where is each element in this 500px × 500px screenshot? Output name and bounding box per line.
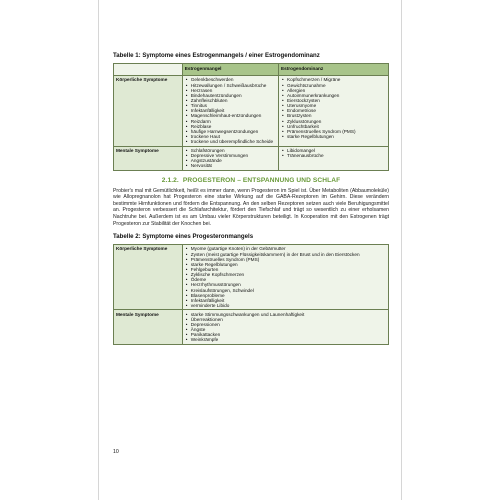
list-item: • Infektanfälligkeit	[185, 108, 276, 113]
list-item: • Gewichtszunahme	[281, 83, 386, 88]
list-item: • Zyklusstörungen	[281, 119, 386, 124]
table2	[113, 244, 389, 345]
list-item: • starke Regelblutungen	[185, 262, 386, 267]
table1-row-mental	[114, 146, 389, 170]
list-item: • Uterusmyome	[281, 103, 386, 108]
table2-row-label: Körperliche Symptome	[114, 245, 183, 310]
list-item: • starke Regelblutungen	[281, 134, 386, 139]
table2-caption: Tabelle 2: Symptome eines Progesteronmangels	[113, 233, 254, 241]
list-item: • Prämenstruelles Syndrom (PMS)	[185, 257, 386, 262]
list-item: • Tränenausbrüche	[281, 153, 386, 158]
list-item: • Bindehautentzündungen	[185, 93, 276, 98]
list-item: • Herzrhythmusstörungen	[185, 282, 386, 287]
list-item: • Eierstockzysten	[281, 98, 386, 103]
list-item: • Zysten (meist gutartige Flüssigkeitskammern) in der Brust und in den Eierstöcken	[185, 252, 386, 257]
list-item: • Magenschleimhaut-entzündungen	[185, 113, 276, 118]
table2-list	[185, 312, 386, 343]
list-item: • Depressionen	[185, 322, 386, 327]
table1-header-row	[114, 64, 389, 76]
list-item: • Blasenprobleme	[185, 293, 386, 298]
list-item: • Zyklische Kopfschmerzen	[185, 272, 386, 277]
list-item: • Angstzustände	[185, 158, 276, 163]
list-item: • Reizblase	[185, 124, 276, 129]
table1-cell	[182, 76, 278, 146]
table1-row-label: Mentale Symptome	[114, 146, 183, 170]
table2-row-mental	[114, 310, 389, 344]
table1-row-koerperlich	[114, 76, 389, 146]
section-heading	[113, 177, 389, 184]
list-item: • Fehlgeburten	[185, 267, 386, 272]
table2-row-koerperlich	[114, 245, 389, 310]
page-content	[113, 52, 389, 345]
table2-cell	[182, 310, 388, 344]
list-item: • Hitzewallungen / Schweißausbrüche	[185, 83, 276, 88]
table1-list	[281, 148, 386, 158]
table2-cell	[182, 245, 388, 310]
list-item: • Brustzysten	[281, 113, 386, 118]
list-item: • Herzrasen	[185, 88, 276, 93]
list-item: • Panikattacken	[185, 332, 386, 337]
list-item: • trockene Haut	[185, 134, 276, 139]
list-item: • Kopfschmerzen / Migräne	[281, 77, 386, 82]
list-item: • Infektanfälligkeit	[185, 298, 386, 303]
table1-list	[185, 148, 276, 169]
table1-col-header-2: Estrogendominanz	[279, 64, 389, 76]
list-item: • Ängste	[185, 327, 386, 332]
list-item: • Myome (gutartige Knoten) in der Gebärmutter	[185, 246, 386, 251]
list-item: • trockene und überempfindliche Scheide	[185, 139, 276, 144]
list-item: • häufige Harnwegsentzündungen	[185, 129, 276, 134]
body-paragraph: Probier's mal mit Gemütlichkeit, heißt es immer dann, wenn Progesteron im Spiel ist. Über Metaboliten (Abbaumoleküle) wie Allopregnanolon hat Progesteron eine starke Wirkung auf die GABA-Rezeptoren im Gehirn. Diese verändern bestimmte Hirnfunktionen und fördern die Entspannung. An den selben Rezeptoren setzen auch viele Beruhigungsmittel an. Progesteron verbessert die Schlafarchitektur, fördert den Tiefschlaf und trägt so wesentlich zu einer erholsamen Nachtruhe bei. Außerdem ist es am Umbau vieler Körperstrukturen beteiligt. In Kooperation mit den Estrogenen trägt Progesteron zur Stabilität der Knochen bei.	[113, 187, 389, 227]
list-item: • Überreaktionen	[185, 317, 386, 322]
section-title: PROGESTERON – ENTSPANNUNG UND SCHLAF	[182, 176, 341, 184]
table2-list	[185, 246, 386, 308]
table1-cell	[279, 76, 389, 146]
table1-list	[185, 77, 276, 144]
list-item: • Gelenkbeschwerden	[185, 77, 276, 82]
list-item: • starke Stimmungsschwankungen und Launenhaftigkeit	[185, 312, 386, 317]
list-item: • Prämenstruelles Syndrom (PMS)	[281, 129, 386, 134]
list-item: • Reizdarm	[185, 119, 276, 124]
table1-caption: Tabelle 1: Symptome eines Estrogenmangels / einer Estrogendominanz	[113, 52, 320, 59]
list-item: • Autoimmunerkrankungen	[281, 93, 386, 98]
document-page	[98, 0, 402, 500]
page-number: 10	[113, 449, 119, 455]
table1-cell	[182, 146, 278, 170]
list-item: • Tinnitus	[185, 103, 276, 108]
table1-corner	[114, 64, 183, 76]
list-item: • verminderte Libido	[185, 303, 386, 308]
table1-list	[281, 77, 386, 139]
list-item: • Endometriose	[281, 108, 386, 113]
table1-row-label: Körperliche Symptome	[114, 76, 183, 146]
list-item: • Libidomangel	[281, 148, 386, 153]
list-item: • Depressive Verstimmungen	[185, 153, 276, 158]
list-item: • Weinkrämpfe	[185, 337, 386, 342]
table1-col-header-1: Estrogenmangel	[182, 64, 278, 76]
table2-row-label: Mentale Symptome	[114, 310, 183, 344]
table1-cell	[279, 146, 389, 170]
table1	[113, 63, 389, 171]
list-item: • Zahnfleischbluten	[185, 98, 276, 103]
section-number: 2.1.2.	[161, 176, 179, 184]
list-item: • Allergien	[281, 88, 386, 93]
list-item: • Ödeme	[185, 277, 386, 282]
list-item: • Kreislaufstörungen, Schwindel	[185, 288, 386, 293]
list-item: • Schlafstörungen	[185, 148, 276, 153]
list-item: • Unfruchtbarkeit	[281, 124, 386, 129]
list-item: • Nervosität	[185, 163, 276, 168]
